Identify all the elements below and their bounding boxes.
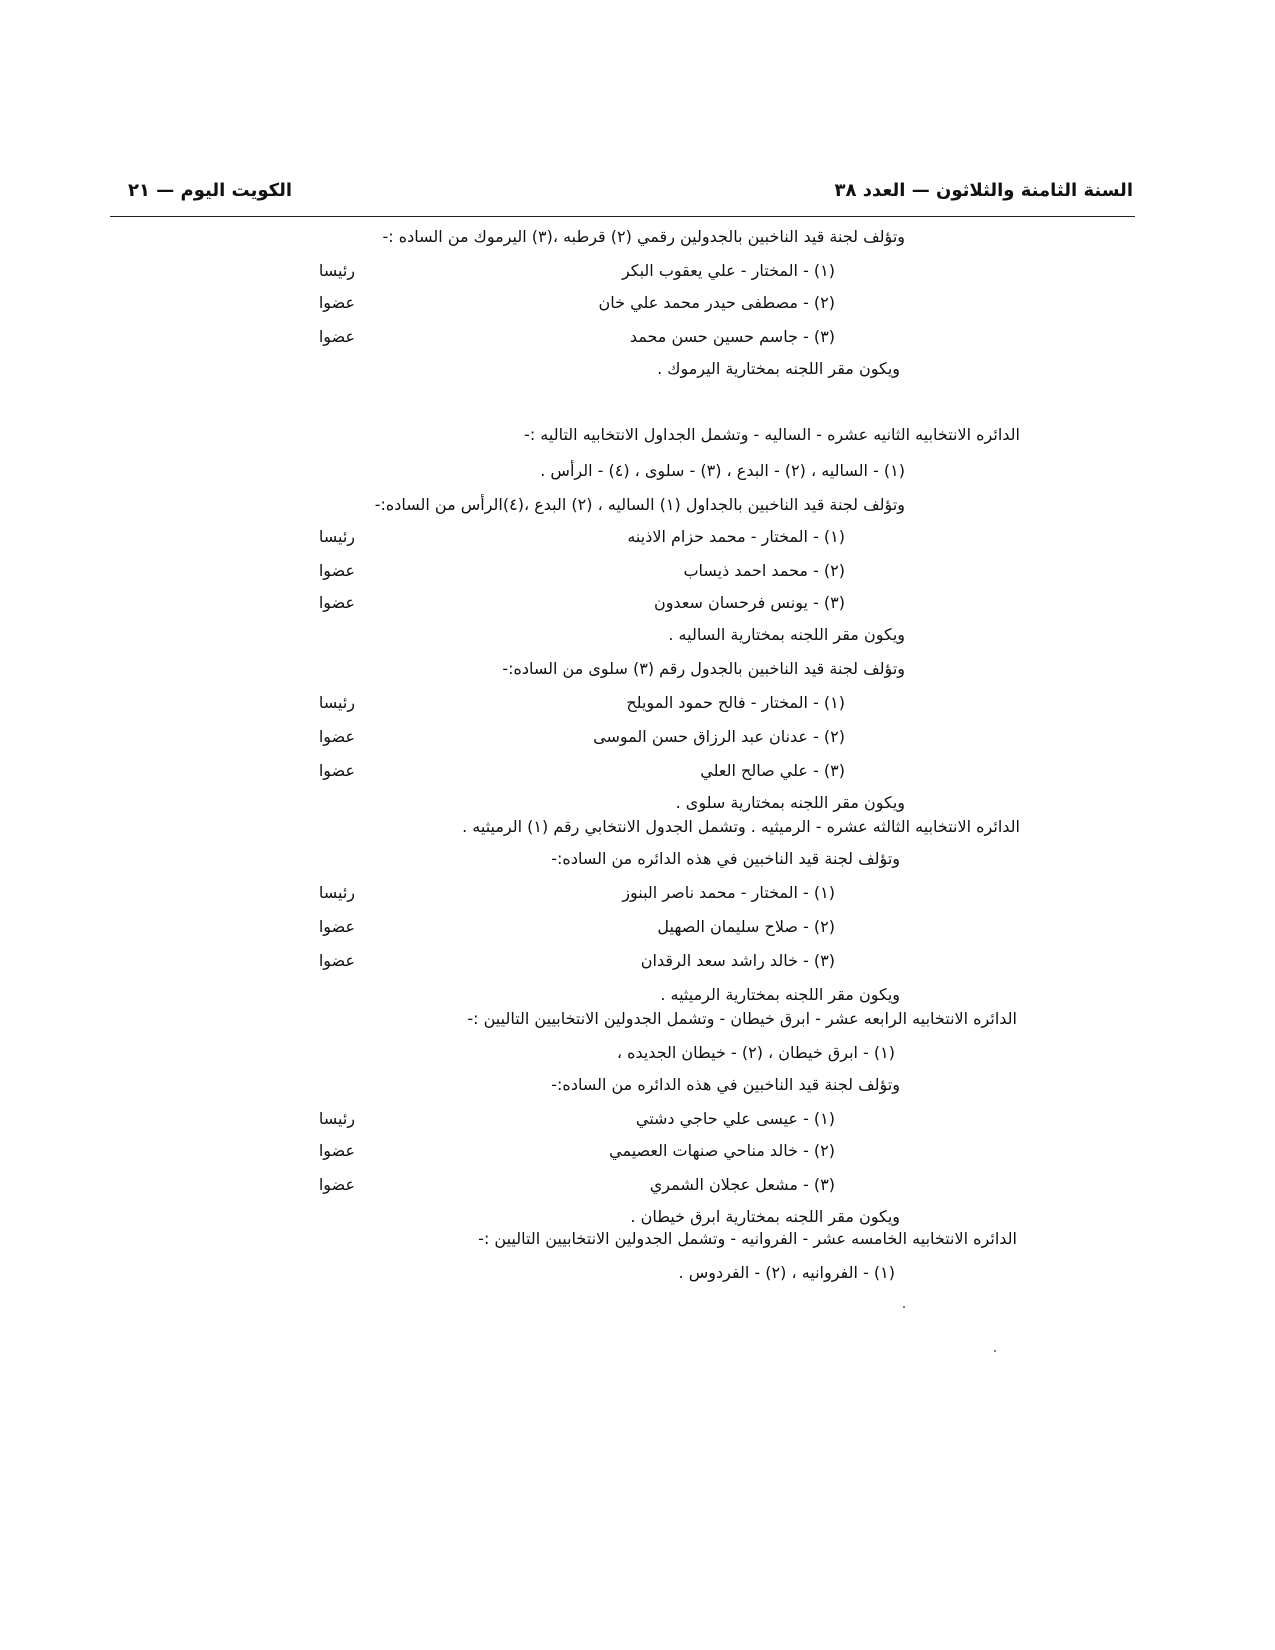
member-line: (١) - المختار - فالح حمود المويلح — [626, 693, 845, 712]
member-role: عضوا — [318, 561, 355, 580]
member-role: عضوا — [318, 917, 355, 936]
member-role: رئيسا — [318, 261, 355, 280]
issue-info: السنة الثامنة والثلاثون — العدد ٣٨ — [834, 180, 1133, 201]
committee-intro: وتؤلف لجنة قيد الناخبين في هذه الدائره من الساده:- — [551, 849, 900, 868]
committee-intro: وتؤلف لجنة قيد الناخبين بالجدولين رقمي (٢) قرطبه ،(٣) اليرموك من الساده :- — [382, 227, 905, 246]
district-tables: (١) - الفروانيه ، (٢) - الفردوس . — [678, 1263, 895, 1282]
committee-intro: وتؤلف لجنة قيد الناخبين بالجداول (١) الساليه ، (٢) البدع ،(٤)الرأس من الساده:- — [374, 495, 905, 514]
member-line: (٢) - مصطفى حيدر محمد علي خان — [598, 293, 835, 312]
member-line: (١) - المختار - علي يعقوب البكر — [621, 261, 835, 280]
committee-seat: ويكون مقر اللجنه بمختارية الساليه . — [668, 625, 905, 644]
committee-seat: ويكون مقر اللجنه بمختارية الرميثيه . — [660, 985, 900, 1004]
member-line: (٢) - صلاح سليمان الصهيل — [657, 917, 835, 936]
member-role: رئيسا — [318, 883, 355, 902]
member-role: عضوا — [318, 761, 355, 780]
member-role: عضوا — [318, 1141, 355, 1160]
member-line: (٢) - محمد احمد ذيساب — [683, 561, 845, 580]
committee-seat: ويكون مقر اللجنه بمختارية سلوى . — [675, 793, 905, 812]
district-heading: الدائره الانتخابيه الثانيه عشره - الساليه - وتشمل الجداول الانتخابيه التاليه :- — [524, 425, 1020, 444]
district-tables: (١) - الساليه ، (٢) - البدع ، (٣) - سلوى ، (٤) - الرأس . — [540, 461, 905, 480]
member-line: (٣) - جاسم حسين حسن محمد — [629, 327, 835, 346]
member-line: (٣) - علي صالح العلي — [700, 761, 845, 780]
member-line: (١) - المختار - محمد ناصر البنوز — [622, 883, 835, 902]
member-role: عضوا — [318, 1175, 355, 1194]
member-role: عضوا — [318, 951, 355, 970]
member-line: (١) - المختار - محمد حزام الاذينه — [627, 527, 845, 546]
member-role: رئيسا — [318, 693, 355, 712]
member-role: رئيسا — [318, 527, 355, 546]
district-heading: الدائره الانتخابيه الخامسه عشر - الفروانيه - وتشمل الجدولين الانتخابيين التاليين :- — [478, 1229, 1017, 1248]
member-line: (١) - عيسى علي حاجي دشتي — [635, 1109, 835, 1128]
district-heading: الدائره الانتخابيه الثالثه عشره - الرميثيه . وتشمل الجدول الانتخابي رقم (١) الرميثيه . — [462, 817, 1020, 836]
member-role: عضوا — [318, 593, 355, 612]
publication-page-number: الكويت اليوم — ٢١ — [128, 180, 293, 201]
district-tables: (١) - ابرق خيطان ، (٢) - خيطان الجديده ، — [616, 1043, 895, 1062]
header-rule — [110, 216, 1135, 217]
member-line: (٣) - يونس فرحسان سعدون — [653, 593, 845, 612]
member-role: عضوا — [318, 293, 355, 312]
member-role: رئيسا — [318, 1109, 355, 1128]
member-role: عضوا — [318, 327, 355, 346]
committee-intro: وتؤلف لجنة قيد الناخبين بالجدول رقم (٣) سلوى من الساده:- — [502, 659, 905, 678]
committee-seat: ويكون مقر اللجنه بمختارية ابرق خيطان . — [630, 1207, 900, 1226]
member-role: عضوا — [318, 727, 355, 746]
committee-seat: ويكون مقر اللجنه بمختارية اليرموك . — [657, 359, 900, 378]
page-header — [128, 180, 1133, 210]
member-line: (٣) - خالد راشد سعد الرقدان — [640, 951, 835, 970]
scan-speck — [903, 1306, 905, 1308]
committee-intro: وتؤلف لجنة قيد الناخبين في هذه الدائره من الساده:- — [551, 1075, 900, 1094]
district-heading: الدائره الانتخابيه الرابعه عشر - ابرق خيطان - وتشمل الجدولين الانتخابيين التاليين :- — [467, 1009, 1017, 1028]
member-line: (٢) - خالد مناحي صنهات العصيمي — [609, 1141, 835, 1160]
member-line: (٢) - عدنان عبد الرزاق حسن الموسى — [593, 727, 845, 746]
scan-speck — [994, 1350, 996, 1352]
member-line: (٣) - مشعل عجلان الشمري — [649, 1175, 835, 1194]
